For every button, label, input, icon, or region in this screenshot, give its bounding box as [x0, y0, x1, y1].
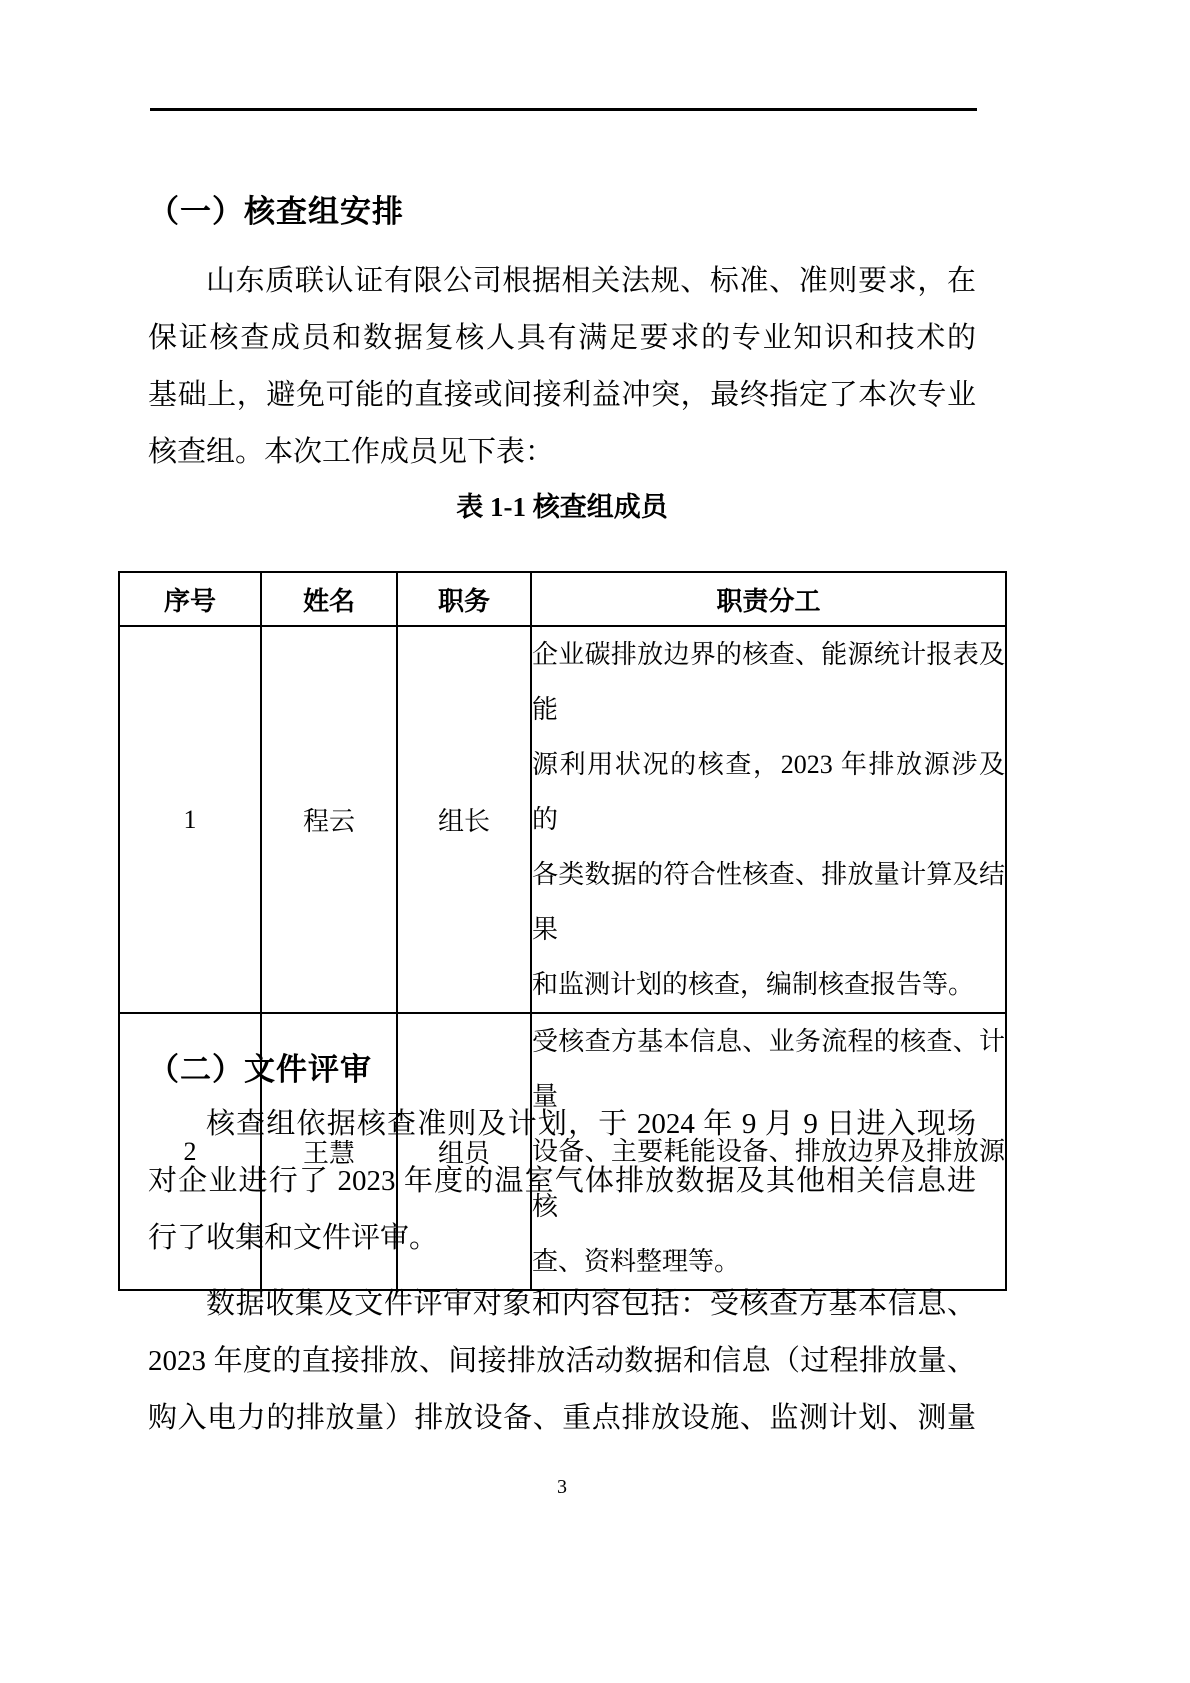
table-caption: 表 1-1 核查组成员	[456, 492, 668, 522]
page-number: 3	[557, 1476, 567, 1498]
duty-line: 和监测计划的核查，编制核查报告等。	[532, 970, 975, 999]
paragraph-data-collection	[148, 1276, 976, 1447]
col-header-role: 职务	[397, 572, 531, 626]
cell-name: 王慧	[261, 1013, 397, 1290]
cell-number: 1	[119, 626, 261, 1013]
paragraph-line: 数据收集及文件评审对象和内容包括：受核查方基本信息、	[206, 1288, 976, 1320]
duty-line: 企业碳排放边界的核查、能源统计报表及能	[532, 640, 1005, 724]
duty-line: 各类数据的符合性核查、排放量计算及结果	[532, 860, 1005, 944]
paragraph-line: 对企业进行了 2023 年度的温室气体排放数据及其他相关信息进	[148, 1165, 976, 1197]
paragraph-line: 山东质联认证有限公司根据相关法规、标准、准则要求，在	[206, 265, 976, 297]
cell-name: 程云	[261, 626, 397, 1013]
cell-role: 组长	[397, 626, 531, 1013]
header-rule	[150, 108, 977, 111]
cell-role: 组员	[397, 1013, 531, 1290]
paragraph-line: 保证核查成员和数据复核人具有满足要求的专业知识和技术的	[148, 322, 976, 354]
section-heading-2: （二）文件评审	[148, 1052, 372, 1087]
duty-line: 设备、主要耗能设备、排放边界及排放源核	[532, 1137, 1005, 1221]
section-heading-1: （一）核查组安排	[148, 194, 404, 229]
cell-number: 2	[119, 1013, 261, 1290]
duty-line: 受核查方基本信息、业务流程的核查、计量	[532, 1027, 1005, 1111]
paragraph-document-review	[148, 1096, 976, 1267]
duty-line: 源利用状况的核查，2023 年排放源涉及的	[532, 750, 1005, 834]
paragraph-team-arrangement	[148, 253, 976, 481]
table-header-row	[119, 572, 1006, 626]
duty-line: 查、资料整理等。	[532, 1247, 741, 1276]
col-header-name: 姓名	[261, 572, 397, 626]
paragraph-line: 基础上，避免可能的直接或间接利益冲突，最终指定了本次专业	[148, 379, 976, 411]
paragraph-line: 购入电力的排放量）排放设备、重点排放设施、监测计划、测量	[148, 1402, 976, 1434]
paragraph-line: 核查组。本次工作成员见下表：	[148, 436, 555, 468]
cell-duties	[531, 626, 1006, 1013]
col-header-duties: 职责分工	[531, 572, 1006, 626]
paragraph-line: 行了收集和文件评审。	[148, 1222, 439, 1254]
table-row	[119, 626, 1006, 1013]
col-header-number: 序号	[119, 572, 261, 626]
paragraph-line: 2023 年度的直接排放、间接排放活动数据和信息（过程排放量、	[148, 1345, 976, 1377]
paragraph-line: 核查组依据核查准则及计划，于 2024 年 9 月 9 日进入现场	[206, 1108, 976, 1140]
